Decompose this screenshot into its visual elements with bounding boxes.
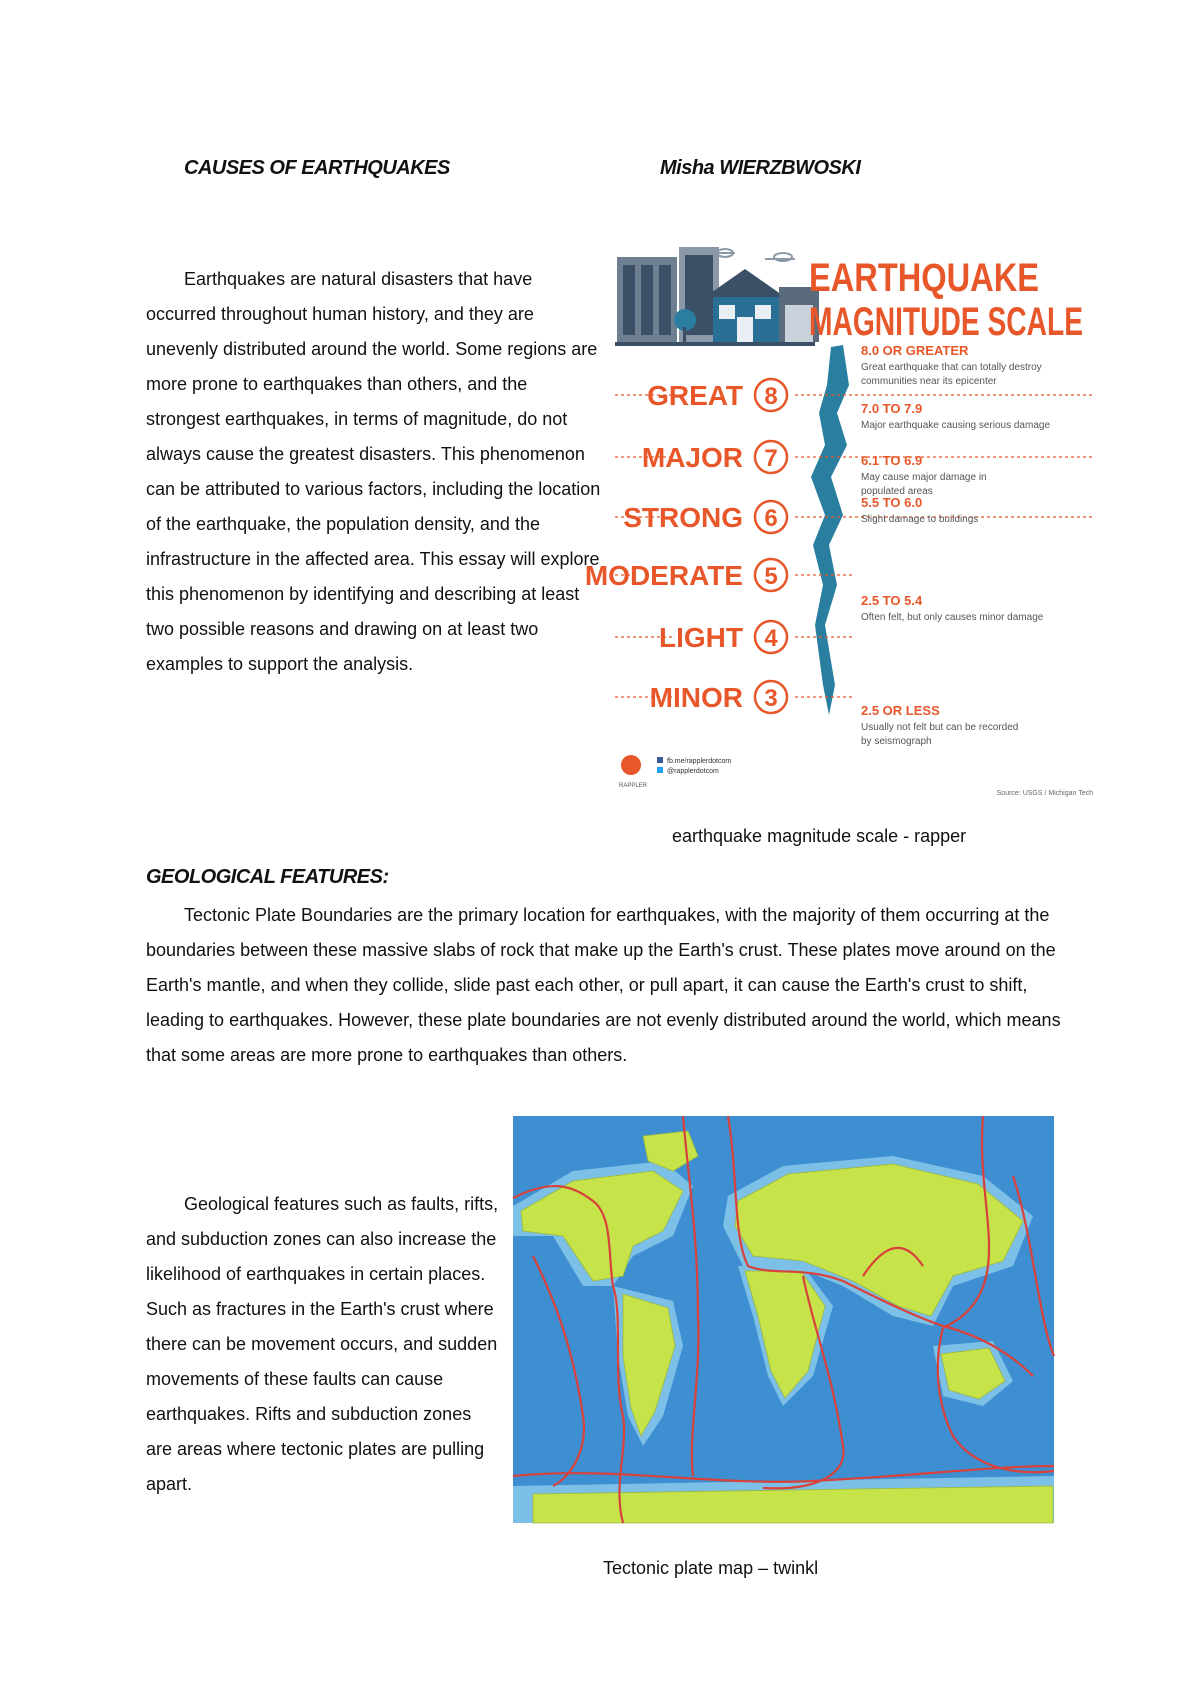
level-label-light: LIGHT [659, 622, 743, 653]
infographic-title-line2: MAGNITUDE SCALE [809, 300, 1083, 344]
intro-paragraph: Earthquakes are natural disasters that have occurred throughout human history, and they are unevenly distributed around the world. Some regions are more prone to earthquakes than others, and the strongest earthquakes, in terms of magnitude, do not always cause the greatest disasters. This phenomenon can be attributed to various factors, including the location of the earthquake, the population density, and the infrastructure in the affected area. This essay will explore this phenomenon by identifying and describing at least two possible reasons and drawing on at least two examples to support the analysis. [146, 269, 601, 674]
level-label-moderate: MODERATE [584, 560, 743, 591]
geological-paragraph-2: Geological features such as faults, rifts, and subduction zones can also increase the likelihood of earthquakes in certain places. Such as fractures in the Earth's crust where there can be movement occurs, and sudden movements of these faults can cause earthquakes. Rifts and subduction zones are areas where tectonic plates are pulling apart. [146, 1194, 499, 1494]
level-number: 8 [764, 383, 778, 410]
section-heading-geological: GEOLOGICAL FEATURES: [146, 866, 389, 888]
level-number: 7 [764, 445, 778, 472]
map-caption: Tectonic plate map – twinkl [603, 1558, 819, 1578]
magnitude-range: 7.0 TO 7.9 [861, 401, 923, 416]
magnitude-range: 5.5 TO 6.0 [861, 495, 923, 510]
social-twitter: @rapplerdotcom [667, 768, 719, 775]
magnitude-description: Slight damage to buildings [861, 514, 979, 525]
infographic-source: Source: USGS / Michigan Tech [996, 790, 1093, 797]
twitter-icon [657, 767, 663, 773]
level-label-major: MAJOR [641, 442, 743, 473]
magnitude-range: 2.5 TO 5.4 [861, 593, 923, 608]
author-name: Misha WIERZBWOSKI [660, 157, 861, 179]
page-title: CAUSES OF EARTHQUAKES [184, 157, 450, 179]
level-number: 4 [764, 625, 778, 652]
magnitude-description: May cause major damage in [861, 472, 987, 483]
tectonic-plate-map [513, 1116, 1054, 1523]
geological-paragraph-1: Tectonic Plate Boundaries are the primary location for earthquakes, with the majority of them occurring at the boundaries between these massive slabs of rock that make up the Earth's crust. These plates move around on the Earth's mantle, and when they collide, slide past each other, or pull apart, it can cause the Earth's crust to shift, leading to earthquakes. However, these plate boundaries are not evenly distributed around the world, which means that some areas are more prone to earthquakes than others. [146, 905, 1061, 1065]
magnitude-range: 2.5 OR LESS [861, 703, 940, 718]
level-label-strong: STRONG [623, 502, 743, 533]
level-number: 6 [764, 505, 778, 532]
magnitude-range: 6.1 TO 6.9 [861, 453, 923, 468]
magnitude-description: Major earthquake causing serious damage [861, 420, 1050, 431]
level-number: 3 [764, 685, 778, 712]
magnitude-description: Great earthquake that can totally destroy [861, 362, 1042, 373]
rappler-logo-icon [621, 755, 641, 775]
rappler-brand: RAPPLER [619, 783, 648, 789]
magnitude-scale-infographic [584, 245, 1095, 805]
magnitude-description: communities near its epicenter [861, 376, 997, 387]
level-number: 5 [764, 563, 778, 590]
magnitude-description: by seismograph [861, 736, 932, 747]
infographic-caption: earthquake magnitude scale - rapper [672, 826, 967, 846]
magnitude-range: 8.0 OR GREATER [861, 343, 969, 358]
level-label-minor: MINOR [649, 682, 743, 713]
level-label-great: GREAT [647, 380, 743, 411]
facebook-icon [657, 757, 663, 763]
magnitude-description: Often felt, but only causes minor damage [861, 612, 1044, 623]
magnitude-description: populated areas [861, 486, 933, 497]
social-facebook: fb.me/rapplerdotcom [667, 758, 732, 765]
magnitude-description: Usually not felt but can be recorded [861, 722, 1019, 733]
infographic-title-line1: EARTHQUAKE [809, 256, 1039, 300]
